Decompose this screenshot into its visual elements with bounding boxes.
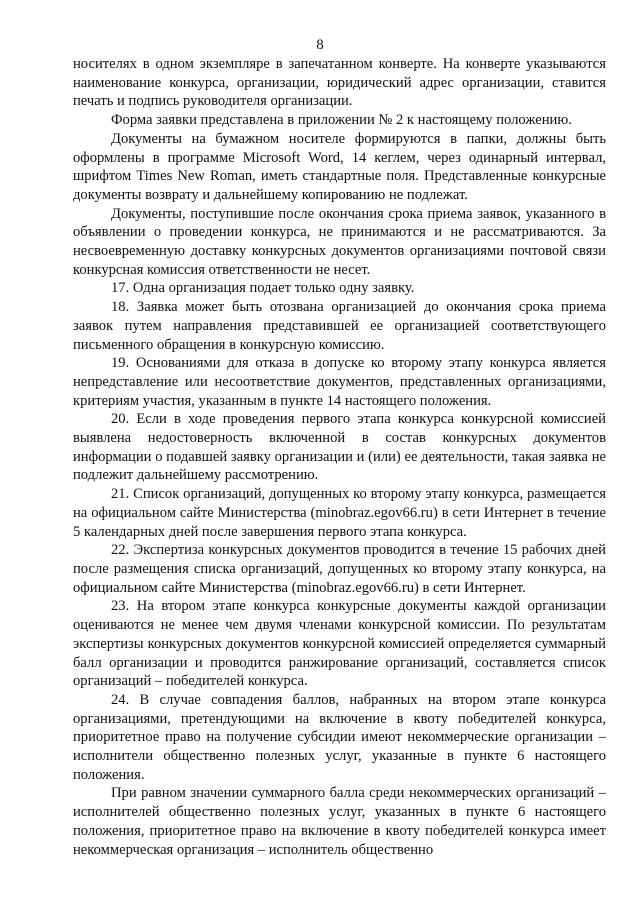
- paragraph-item-18: 18. Заявка может быть отозвана организацией до окончания срока приема заявок путем направления представившей ее организацией соответствующего письменного обращения в конкурсную комиссию.: [73, 299, 606, 353]
- paragraph-item-23: 23. На втором этапе конкурса конкурсные документы каждой организации оцениваются не менее чем двумя членами конкурсной комиссии. По результатам экспертизы конкурсных документов конкурсной комиссией определяется суммарный балл организации и проводится ранжирование организаций, составляется список организаций – победителей конкурса.: [73, 598, 606, 690]
- document-body: [73, 55, 606, 859]
- paragraph-item-24: 24. В случае совпадения баллов, набранных на втором этапе конкурса организациями, претендующими на включение в квоту победителей конкурса, приоритетное право на получение субсидии имеют некоммерческие организации – исполнители общественно полезных услуг, указанные в пункте 6 настоящего положения.: [73, 691, 606, 783]
- page-number: 8: [316, 37, 324, 53]
- paragraph-item-22: 22. Экспертиза конкурсных документов проводится в течение 15 рабочих дней после размещения списка организаций, допущенных ко второму этапу конкурса, на официальном сайте Министерства (minobraz.egov66.ru) в сети Интернет.: [73, 542, 606, 596]
- paragraph-form-note: Форма заявки представлена в приложении № 2 к настоящему положению.: [111, 112, 572, 129]
- paragraph-late-docs: Документы, поступившие после окончания срока приема заявок, указанного в объявлении о проведении конкурса, не принимаются и не рассматриваются. За несвоевременную доставку конкурсных документов организациями почтовой связи конкурсная комиссия ответственности не несет.: [73, 205, 606, 278]
- paragraph-paper-docs: Документы на бумажном носителе формируются в папки, должны быть оформлены в программе Microsoft Word, 14 кеглем, через одинарный интервал, шрифтом Times New Roman, иметь стандартные поля. Представленные конкурсные документы возврату и дальнейшему копированию не подлежат.: [73, 130, 606, 203]
- paragraph-item-17: 17. Одна организация подает только одну заявку.: [111, 280, 415, 297]
- paragraph-equal-score: При равном значении суммарного балла среди некоммерческих организаций – исполнителей общественно полезных услуг, указанных в пункте 6 настоящего положения, приоритетное право на включение в квоту победителей конкурса имеет некоммерческая организация – исполнитель общественно: [73, 785, 606, 858]
- paragraph-item-21: 21. Список организаций, допущенных ко второму этапу конкурса, размещается на официальном сайте Министерства (minobraz.egov66.ru) в сети Интернет в течение 5 календарных дней после завершения первого этапа конкурса.: [73, 486, 606, 540]
- paragraph-item-20: 20. Если в ходе проведения первого этапа конкурса конкурсной комиссией выявлена недостоверность включенной в состав конкурсных документов информации о подавшей заявку организации и (или) ее деятельности, такая заявка не подлежит дальнейшему рассмотрению.: [73, 411, 606, 484]
- paragraph-item-19: 19. Основаниями для отказа в допуске ко второму этапу конкурса является непредставление или несоответствие документов, представленных организациями, критериям участия, указанным в пункте 14 настоящего положения.: [73, 355, 606, 409]
- paragraph-continuation: носителях в одном экземпляре в запечатанном конверте. На конверте указываются наименование конкурса, организации, юридический адрес организации, ставится печать и подпись руководителя организации.: [73, 56, 606, 110]
